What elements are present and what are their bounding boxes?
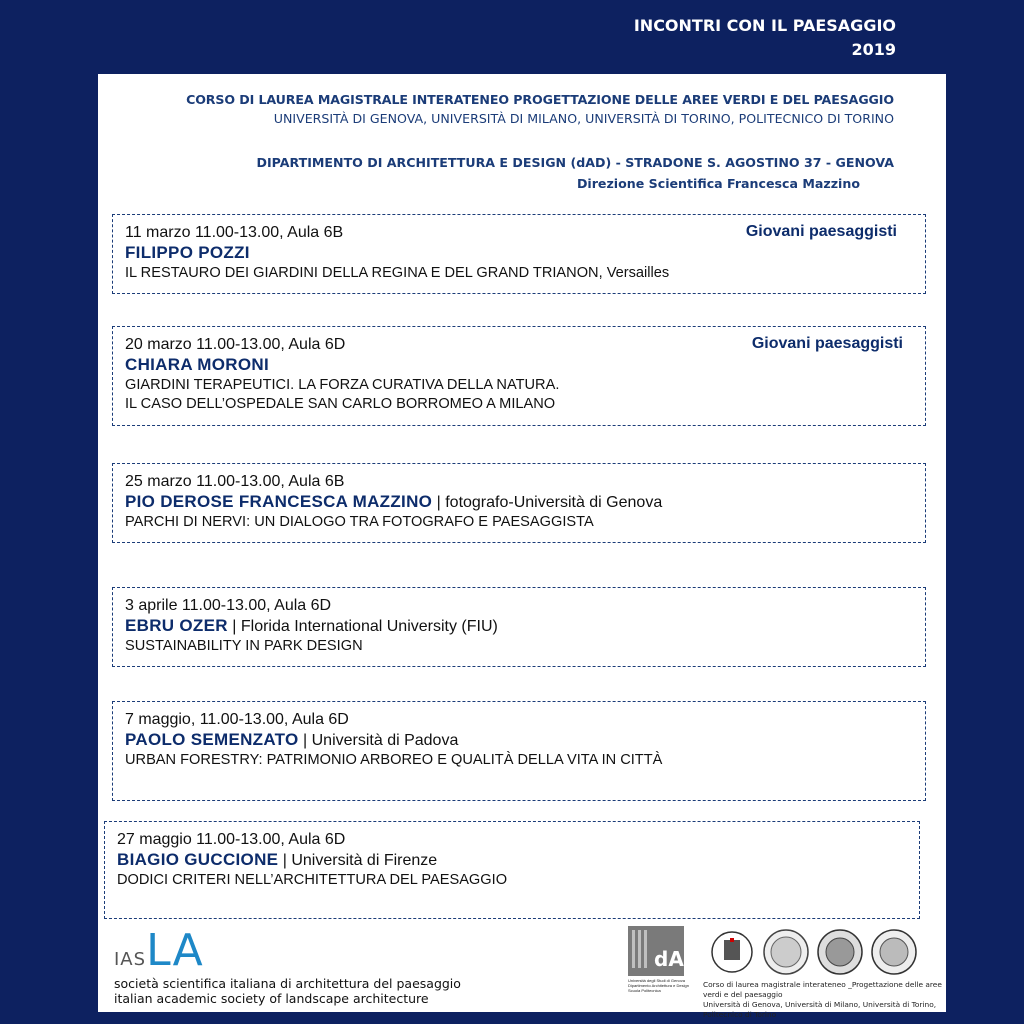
seals-caption-line-2: Università di Genova, Università di Milano, Università di Torino, Politecnico di Torino xyxy=(703,1000,937,1019)
event-date: 3 aprile 11.00-13.00, Aula 6D xyxy=(125,597,332,614)
talk-title: URBAN FORESTRY: PATRIMONIO ARBOREO E QUALITÀ DELLA VITA IN CITTÀ xyxy=(125,752,663,768)
event-tag: Giovani paesaggisti xyxy=(745,223,897,240)
talk-title: PARCHI DI NERVI: UN DIALOGO TRA FOTOGRAFO E PAESAGGISTA xyxy=(125,514,594,530)
seals-caption-line-1: Corso di laurea magistrale interateneo _Progettazione delle aree verdi e del paesaggio xyxy=(703,980,942,999)
event-date: 25 marzo 11.00-13.00, Aula 6B xyxy=(125,473,345,490)
talk-title: IL RESTAURO DEI GIARDINI DELLA REGINA E DEL GRAND TRIANON, Versailles xyxy=(125,265,670,281)
speaker-line xyxy=(125,243,915,264)
society-italian: società scientifica italiana di architettura del paesaggio xyxy=(114,976,461,991)
speaker-affiliation: | Università di Firenze xyxy=(278,852,438,869)
series-title-block xyxy=(634,14,896,62)
milano-seal-icon xyxy=(764,930,808,974)
event-card xyxy=(112,463,926,543)
event-card xyxy=(112,214,926,294)
talk-title: SUSTAINABILITY IN PARK DESIGN xyxy=(125,638,363,654)
event-date: 11 marzo 11.00-13.00, Aula 6B xyxy=(125,224,344,241)
event-card xyxy=(104,821,920,919)
event-card xyxy=(112,587,926,667)
speaker-line xyxy=(117,850,909,871)
university-seals xyxy=(710,928,930,985)
dad-logo xyxy=(628,926,701,993)
speaker-name: PAOLO SEMENZATO xyxy=(125,730,299,749)
event-date: 20 marzo 11.00-13.00, Aula 6D xyxy=(125,336,346,353)
speaker-line xyxy=(125,730,915,751)
speaker-line xyxy=(125,492,915,513)
universities-line: UNIVERSITÀ DI GENOVA, UNIVERSITÀ DI MILANO, UNIVERSITÀ DI TORINO, POLITECNICO DI TORINO xyxy=(273,111,894,126)
talk-title-line-2: IL CASO DELL’OSPEDALE SAN CARLO BORROMEO A MILANO xyxy=(125,396,556,412)
speaker-name: BIAGIO GUCCIONE xyxy=(117,850,279,869)
speaker-affiliation: | Florida International University (FIU) xyxy=(227,618,498,635)
talk-title: GIARDINI TERAPEUTICI. LA FORZA CURATIVA DELLA NATURA. xyxy=(125,377,560,393)
speaker-affiliation: | Università di Padova xyxy=(298,732,459,749)
torino-seal-icon xyxy=(818,930,862,974)
course-name: CORSO DI LAUREA MAGISTRALE INTERATENEO PROGETTAZIONE DELLE AREE VERDI E DEL PAESAGGIO xyxy=(186,92,894,107)
iasla-logo xyxy=(114,925,461,1006)
speaker-name: FILIPPO POZZI xyxy=(125,243,250,262)
speaker-name: PIO DEROSE FRANCESCA MAZZINO xyxy=(125,492,433,511)
iasla-wordmark xyxy=(114,925,461,976)
talk-title: DODICI CRITERI NELL’ARCHITETTURA DEL PAESAGGIO xyxy=(117,872,508,888)
series-year: 2019 xyxy=(851,40,896,59)
iasla-big-letters: LA xyxy=(146,925,204,976)
event-tag: Giovani paesaggisti xyxy=(751,335,903,352)
speaker-line xyxy=(125,616,915,637)
speaker-line xyxy=(125,355,915,376)
seals-caption xyxy=(703,980,943,1020)
speaker-name: EBRU OZER xyxy=(125,616,228,635)
event-date: 7 maggio, 11.00-13.00, Aula 6D xyxy=(125,711,349,728)
event-card xyxy=(112,701,926,801)
scientific-director: Direzione Scientifica Francesca Mazzino xyxy=(576,176,860,191)
event-card xyxy=(112,326,926,426)
dad-caption: Università degli Studi di Genova Dipartimento Architettura e Design Scuola Politecnica xyxy=(628,978,689,993)
politecnico-seal-icon xyxy=(872,930,916,974)
dad-logo-text: dAD xyxy=(654,947,701,971)
speaker-name: CHIARA MORONI xyxy=(125,355,269,374)
iasla-small-letters: IAS xyxy=(114,949,147,970)
genova-seal-icon xyxy=(712,932,752,972)
speaker-affiliation: | fotografo-Università di Genova xyxy=(432,494,663,511)
department-address: DIPARTIMENTO DI ARCHITETTURA E DESIGN (dAD) - STRADONE S. AGOSTINO 37 - GENOVA xyxy=(256,155,894,170)
society-english: italian academic society of landscape architecture xyxy=(114,991,429,1006)
event-date: 27 maggio 11.00-13.00, Aula 6D xyxy=(117,831,346,848)
series-title: INCONTRI CON IL PAESAGGIO xyxy=(633,16,896,35)
